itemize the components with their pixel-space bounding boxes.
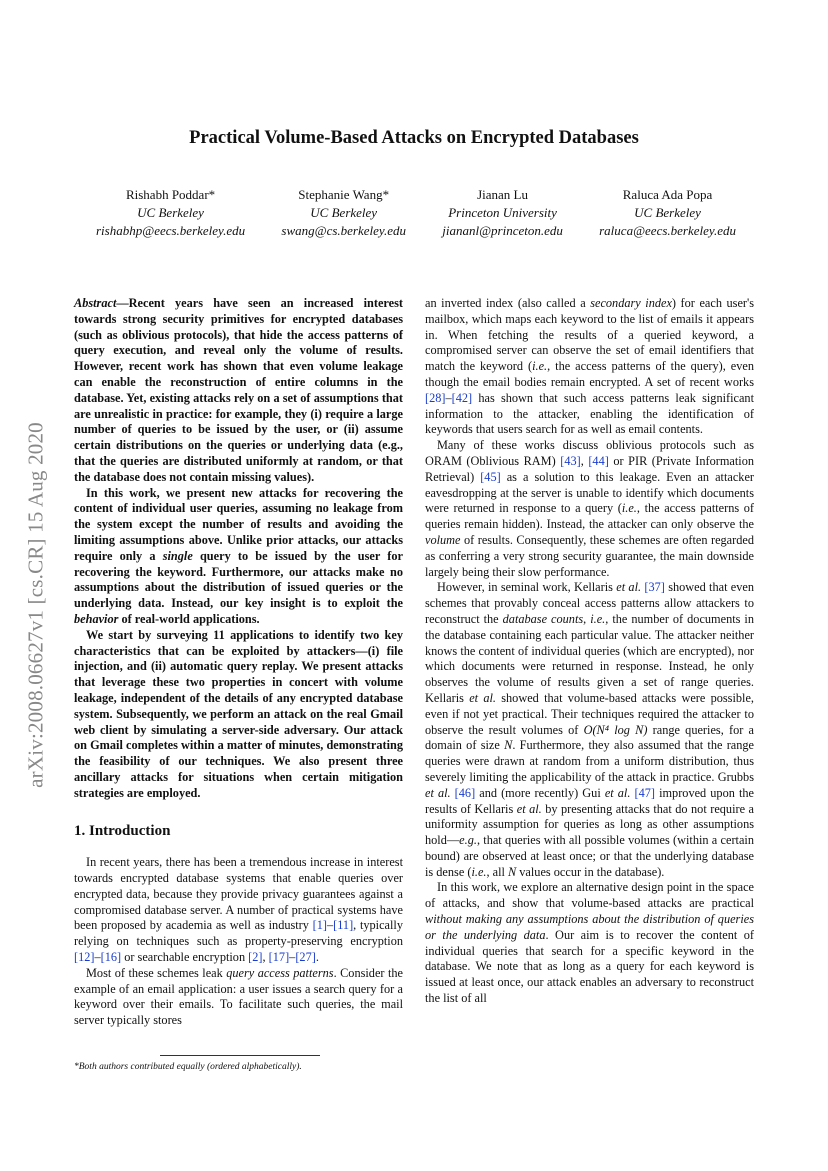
author-name: Stephanie Wang* [298,187,390,202]
author-name: Raluca Ada Popa [622,187,713,202]
author-affiliation: UC Berkeley [310,205,378,220]
author-block [281,186,406,240]
author-email: rishabhp@eecs.berkeley.edu [96,223,246,238]
body-paragraph: Most of these schemes leak query access patterns. Consider the example of an email application: a user issues a search query for a keyword over their emails. To facilitate such queries, the mail server typically stores [74,965,403,1028]
arxiv-watermark [16,360,56,850]
author-block [599,186,736,240]
author-email: raluca@eecs.berkeley.edu [599,223,736,238]
citation-link[interactable]: [46] [454,785,476,800]
author-name: Rishabh Poddar* [125,187,216,202]
paper-title: Practical Volume-Based Attacks on Encrypted Databases [189,128,639,148]
body-paragraph: However, in seminal work, Kellaris et al. [37] showed that even schemes that provably conceal access patterns allow attackers to reconstruct the database counts, i.e., the number of documents in the database containing each particular value. The attacker neither knows the content of individual queries (which are encrypted), nor which documents were returned in response. Instead, he only observes the volume of results given a set of range queries. Kellaris et al. showed that volume-based attacks were possible, even if not yet practical. Their techniques required the attacker to observe the result volumes of O(N⁴ log N) range queries, for a domain of size N. Furthermore, they also assumed that the range queries were drawn at random from a uniform distribution, thus severely limiting the applicability of the attack in practice. Grubbs et al. [46] and (more recently) Gui et al. [47] improved upon the results of Kellaris et al. by presenting attacks that do not require a uniformity assumption for queries as long as other assumptions hold—e.g., that queries with all possible volumes (within a certain bound) are observed at least once; or that the underlying database is dense (i.e., all N values occur in the database). [425,580,755,879]
math-expression: O(N⁴ log N) [583,722,648,737]
citation-link[interactable]: [16] [100,950,122,965]
citation-link[interactable]: [17] [268,950,290,965]
abstract-paragraph: We start by surveying 11 applications to identify two key characteristics that can be exploited by attackers—(i) file injection, and (ii) automatic query replay. We present attacks that leverage these two properties in concert with volume leakage, independent of the details of any encrypted database system. Subsequently, we perform an attack on the real Gmail web client by simulating a server-side adversary. Our attack on Gmail completes within a matter of minutes, demonstrating the feasibility of our techniques. We also present three ancillary attacks for situations when certain mitigation strategies are employed. [74,627,403,800]
citation-link[interactable]: [42] [451,390,473,405]
citation-link[interactable]: [43] [560,453,581,468]
left-column [74,296,403,1029]
citation-link[interactable]: [44] [588,453,609,468]
body-paragraph: In this work, we explore an alternative design point in the space of attacks, and show that volume-based attacks are practical without making any assumptions about the distribution of queries or the underlying data. Our aim is to recover the content of individual queries that search for a specific keyword in the database. We note that as long as a query for each keyword is issued at least once, our attack enables an adversary to reconstruct the list of all [425,880,754,1006]
citation-link[interactable]: [27] [295,950,316,965]
body-paragraph: Many of these works discuss oblivious protocols such as ORAM (Oblivious RAM) [43], [44] or PIR (Private Information Retrieval) [45] as a solution to this leakage. Even an attacker eavesdropping at the server is unable to identify which documents were returned in response to a query (i.e., the access patterns of queries remain hidden). Instead, the attacker can only observe the volume of results. Consequently, these schemes are often regarded as conferring a very strong security guarantee, the main downside largely being their slow performance. [425,438,755,579]
abstract-label: Abstract [74,296,117,310]
citation-link[interactable]: [12] [74,950,95,965]
body-paragraph: an inverted index (also called a secondary index) for each user's mailbox, which maps each keyword to the list of emails it appears in. When fetching the results of a queried keyword, a compromised server can observe the set of email identifiers that match the keyword (i.e., the access patterns of the query), even though the email bodies remain encrypted. A set of recent works [28]–[42] has shown that such access patterns leak significant information to the attacker, enabling the identification of keywords that users search for as well as email contents. [425,296,754,437]
citation-link[interactable]: [2] [248,950,263,965]
body-paragraph: In recent years, there has been a tremendous increase in interest towards encrypted database systems that enable queries over encrypted data, because they provide privacy guarantees against a compromised database server. A number of practical systems have been proposed by academia as well as industry [1]–[11], typically relying on techniques such as property-preserving encryption [12]–[16] or searchable encryption [2], [17]–[27]. [74,855,403,965]
citation-link[interactable]: [28] [425,390,446,405]
math-expression: N [508,864,517,879]
author-affiliation: UC Berkeley [137,205,204,220]
citation-link[interactable]: [1] [312,918,327,933]
author-name: Jianan Lu [477,187,528,202]
citation-link[interactable]: [11] [333,918,354,933]
arxiv-id: arXiv:2008.06627v1 [cs.CR] 15 Aug 2020 [23,422,48,788]
section-heading: 1. Introduction [74,822,171,839]
citation-link[interactable]: [37] [644,580,665,595]
footnote-rule [160,1055,320,1056]
author-affiliation: UC Berkeley [634,205,701,220]
abstract-paragraph: Abstract—Recent years have seen an increased interest towards strong security primitives for encrypted databases (such as oblivious protocols), that hide the access patterns of query execution, and reveal only the volume of results. However, recent work has shown that even volume leakage can enable the reconstruction of entire columns in the database. Yet, existing attacks rely on a set of assumptions that are unrealistic in practice: for example, they (i) require a large number of queries to be issued by the user, or (ii) assume certain distributions on the queries or underlying data (e.g., that the queries are distributed uniformly at random, or that the database does not contain missing values). [74,296,403,484]
abstract-paragraph: In this work, we present new attacks for recovering the content of individual user queries, assuming no leakage from the system except the number of results and avoiding the limiting assumptions above. Unlike prior attacks, our attacks require only a single query to be issued by the user for recovering the keyword. Furthermore, our attacks make no assumptions about the distribution of issued queries or the underlying data. Instead, our key insight is to exploit the behavior of real-world applications. [74,485,404,626]
footnote: *Both authors contributed equally (ordered alphabetically). [74,1062,302,1072]
author-list [96,186,736,240]
author-email: swang@cs.berkeley.edu [281,223,406,238]
author-block [442,186,563,240]
author-affiliation: Princeton University [448,205,557,220]
citation-link[interactable]: [47] [634,785,655,800]
math-expression: N [504,738,513,753]
author-block [96,186,245,240]
right-column [425,296,754,1007]
citation-link[interactable]: [45] [480,469,501,484]
author-email: jiananl@princeton.edu [442,223,563,238]
